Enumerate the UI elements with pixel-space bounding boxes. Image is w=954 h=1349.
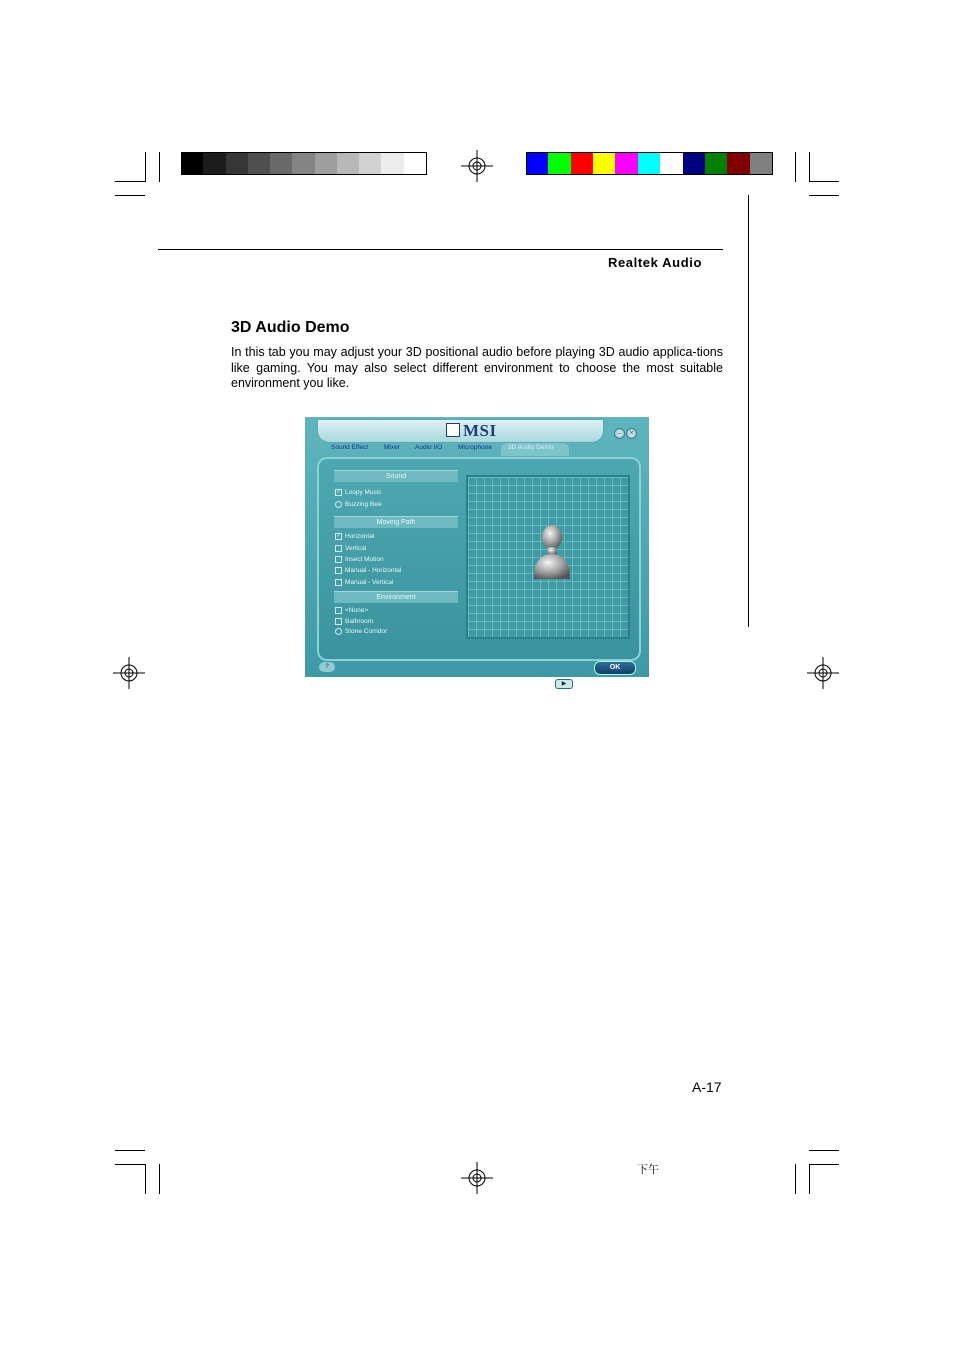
msi-logo-icon <box>446 423 460 437</box>
checkbox-checked-icon: ✓ <box>336 533 341 539</box>
running-head: Realtek Audio <box>607 255 702 270</box>
margin-rule <box>748 195 749 627</box>
environment-section-header: Environment <box>334 591 458 603</box>
option-manual-horizontal[interactable]: Manual - Horizontal <box>335 567 401 574</box>
option-buzzing-bee[interactable]: Buzzing Bee <box>335 501 382 508</box>
option-env-stone-corridor[interactable]: Stone Corridor <box>335 628 387 635</box>
minimize-icon[interactable]: – <box>614 428 625 439</box>
page-number: A-17 <box>692 1079 722 1095</box>
registration-mark-icon <box>461 1162 493 1194</box>
tab-mixer[interactable]: Mixer <box>384 444 400 451</box>
radio-icon <box>335 628 342 635</box>
sound-section-header: Sound <box>334 470 458 482</box>
section-body: In this tab you may adjust your 3D positional audio before playing 3D audio applica-tions like gaming. You may also select different environment to choose the most suitable environment you like. <box>231 345 723 390</box>
checkbox-checked-icon: ✓ <box>336 489 341 495</box>
option-env-bathroom[interactable]: Bathroom <box>335 618 373 625</box>
tab-sound-effect[interactable]: Sound Effect <box>331 444 369 451</box>
option-horizontal[interactable]: ✓ Horizontal <box>336 533 375 541</box>
option-loopy-music[interactable]: ✓ Loopy Music <box>336 489 382 497</box>
checkbox-icon <box>335 567 342 574</box>
tab-audio-io[interactable]: Audio I/O <box>415 444 443 451</box>
option-insect-motion[interactable]: Insect Motion <box>335 556 384 563</box>
tab-strip <box>317 441 587 455</box>
play-button[interactable]: ▶ <box>555 679 573 689</box>
color-bar-border <box>526 152 773 175</box>
registration-mark-icon <box>461 150 493 182</box>
option-manual-vertical[interactable]: Manual - Vertical <box>335 579 393 586</box>
title-bar <box>317 419 604 443</box>
ok-button[interactable]: OK <box>594 661 636 675</box>
section-title: 3D Audio Demo <box>231 319 350 336</box>
registration-mark-icon <box>113 657 145 689</box>
tab-3d-audio-demo[interactable]: 3D Audio Demo <box>508 444 554 451</box>
listener-bust-icon <box>530 523 574 579</box>
checkbox-icon <box>335 579 342 586</box>
radio-icon <box>335 501 342 508</box>
audio-manager-screenshot <box>305 417 649 687</box>
tab-microphone[interactable]: Microphone <box>458 444 492 451</box>
checkbox-icon <box>335 607 342 614</box>
footer-note: 下午 <box>637 1164 659 1176</box>
checkbox-icon <box>335 556 342 563</box>
registration-mark-icon <box>807 657 839 689</box>
option-vertical[interactable]: Vertical <box>335 545 366 552</box>
checkbox-icon <box>335 618 342 625</box>
close-icon[interactable]: × <box>626 428 637 439</box>
msi-logo: MSI <box>463 421 497 440</box>
help-button[interactable]: ? <box>319 662 335 672</box>
checkbox-icon <box>335 545 342 552</box>
3d-demo-stage[interactable] <box>466 475 630 639</box>
color-bar-border <box>181 152 427 175</box>
path-section-header: Moving Path <box>334 516 458 528</box>
option-env-none[interactable]: <None> <box>335 607 368 614</box>
header-rule <box>158 249 723 250</box>
